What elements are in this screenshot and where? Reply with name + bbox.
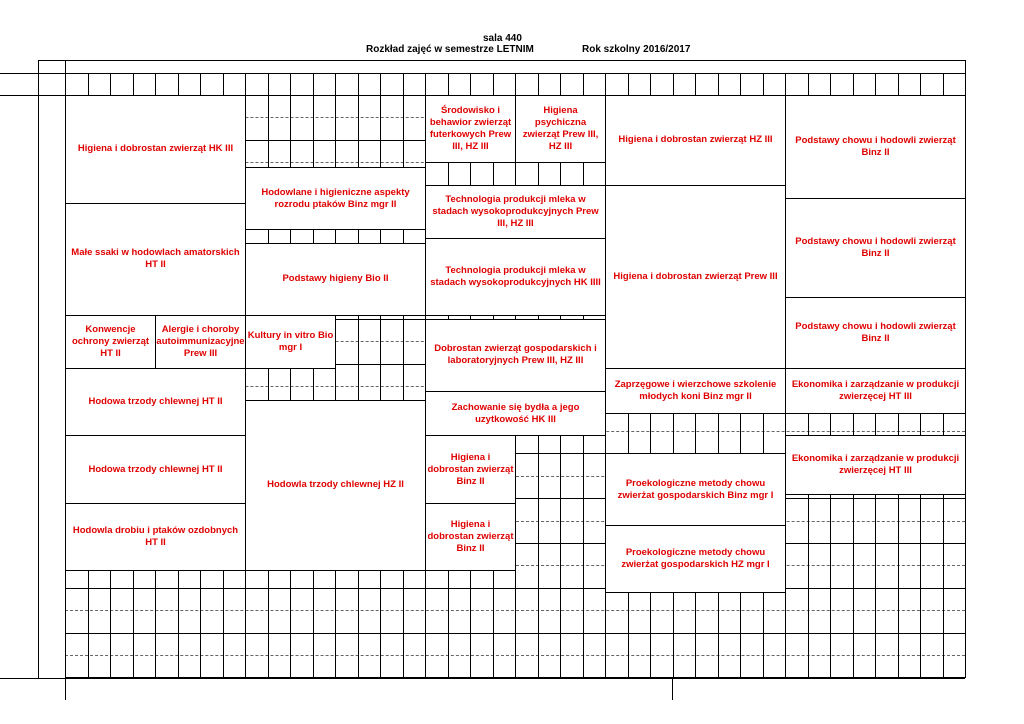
class-title: Technologia produkcji mleka w stadach wysokoprodukcyjnych HK IIII	[430, 264, 601, 288]
hour-number	[808, 76, 831, 93]
grid-line	[268, 73, 269, 678]
class-block	[65, 503, 246, 571]
hour-number	[380, 76, 403, 93]
time-slot-label	[38, 331, 65, 345]
hour-number	[763, 76, 786, 93]
hour-number	[695, 76, 718, 93]
hour-number	[313, 76, 336, 93]
class-block	[425, 435, 516, 503]
day-header	[605, 60, 785, 73]
class-block	[785, 368, 966, 414]
class-title: Małe ssaki w hodowlach amatorskich HT II	[71, 247, 240, 271]
class-title: Higiena i dobrostan zwierząt HZ III	[618, 134, 773, 146]
time-slot-label	[38, 376, 65, 390]
hour-number	[178, 76, 201, 93]
class-title: Konwencje ochrony zwierząt HT II	[71, 323, 150, 359]
time-slot-label	[38, 555, 65, 569]
hour-number	[223, 76, 246, 93]
hour-number	[650, 76, 673, 93]
class-title: Zachowanie się bydła a jego uzytkowość HK III	[451, 401, 580, 425]
class-title: Ekonomika i zarządzanie w produkcji zwierzęcej HT III	[791, 453, 960, 477]
class-title: Podstawy chowu i hodowli zwierząt Binz II	[795, 135, 956, 159]
class-title: Proekologiczne metody chowu zwierżat gospodarskich HZ mgr I	[621, 547, 770, 571]
class-title: Higiena psychiczna zwierząt Prew III, HZ III	[522, 105, 599, 153]
time-slot-label	[38, 421, 65, 435]
class-title: Hodowla trzody chlewnej HZ II	[267, 479, 404, 491]
class-title: Dobrostan zwierząt gospodarskich i laboratoryjnych Prew III, HZ III	[434, 343, 597, 367]
time-slot-label	[38, 152, 65, 166]
schedule-title: Rozkład zajęć w semestrze LETNIM	[366, 44, 534, 55]
class-title: Alergie i choroby autoimmunizacyjne Prew III	[156, 323, 245, 359]
hour-number	[133, 76, 156, 93]
hour-number	[628, 76, 651, 93]
time-slot-label	[38, 241, 65, 255]
time-slot-label	[38, 286, 65, 300]
class-block	[425, 185, 606, 240]
hour-number	[515, 76, 538, 93]
hour-number	[718, 76, 741, 93]
hour-number	[155, 76, 178, 93]
class-block	[245, 315, 336, 370]
room-label: sala 440	[483, 33, 522, 44]
class-title: Higiena i dobrostan zwierząt HK III	[77, 143, 234, 155]
class-block	[605, 453, 786, 526]
school-year: Rok szkolny 2016/2017	[582, 44, 691, 55]
hour-number	[785, 76, 808, 93]
class-block	[785, 297, 966, 370]
hour-number	[268, 76, 291, 93]
col-hours-label	[0, 60, 38, 73]
day-header	[65, 60, 245, 73]
hour-number	[830, 76, 853, 93]
class-title: Zaprzęgowe i wierzchowe szkolenie młodych koni Binz mgr II	[614, 379, 777, 403]
class-title: Podstawy chowu i hodowli zwierząt Binz II	[795, 320, 956, 344]
class-block	[245, 243, 426, 316]
hour-number	[448, 76, 471, 93]
class-block	[785, 198, 966, 298]
hour-number	[740, 76, 763, 93]
frame-line	[672, 678, 673, 700]
class-block	[425, 238, 606, 315]
grid-line	[290, 73, 291, 678]
col-range-label	[0, 75, 64, 93]
class-block	[605, 185, 786, 370]
hour-number	[943, 76, 966, 93]
class-block	[155, 315, 246, 370]
class-title: Podstawy higieny Bio II	[282, 273, 389, 285]
class-block	[65, 315, 156, 370]
class-block	[425, 319, 606, 392]
class-block	[425, 503, 516, 571]
class-title: Hodowlane i higieniczne aspekty rozrodu ptaków Binz mgr II	[261, 186, 410, 210]
class-block	[65, 95, 246, 204]
time-slot-label	[38, 510, 65, 524]
hour-number	[898, 76, 921, 93]
grid-line	[358, 73, 359, 678]
grid-line	[380, 73, 381, 678]
class-block	[785, 435, 966, 494]
class-block	[245, 400, 426, 571]
hour-number	[88, 76, 111, 93]
day-header	[245, 60, 425, 73]
hour-number	[200, 76, 223, 93]
hour-number	[403, 76, 426, 93]
class-title: Higiena i dobrostan zwierząt Binz II	[427, 518, 514, 554]
hour-number	[335, 76, 358, 93]
class-title: Higiena i dobrostan zwierząt Prew III	[613, 270, 778, 282]
hour-number	[673, 76, 696, 93]
class-block	[425, 391, 606, 437]
class-block	[245, 167, 426, 231]
hour-number	[470, 76, 493, 93]
hour-number	[605, 76, 628, 93]
class-title: Hodowa trzody chlewnej HT II	[88, 463, 223, 475]
hour-number	[560, 76, 583, 93]
grid-line	[0, 73, 965, 74]
day-header	[425, 60, 605, 73]
class-title: Technologia produkcji mleka w stadach wysokoprodukcyjnych Prew III, HZ III	[432, 193, 599, 229]
hour-number	[425, 76, 448, 93]
time-slot-label	[38, 600, 65, 614]
class-title: Środowisko i behawior zwierząt futerkowych Prew III, HZ III	[429, 105, 512, 153]
class-block	[605, 95, 786, 186]
class-block	[605, 525, 786, 593]
hour-number	[65, 76, 88, 93]
class-title: Proekologiczne metody chowu zwierżat gospodarskich Binz mgr I	[617, 477, 774, 501]
hour-number	[920, 76, 943, 93]
hour-number	[245, 76, 268, 93]
class-block	[515, 95, 606, 163]
class-block	[425, 95, 516, 163]
hour-number	[538, 76, 561, 93]
class-title: Hodowla drobiu i ptaków ozdobnych HT II	[72, 524, 239, 548]
time-slot-label	[38, 465, 65, 479]
hour-number	[110, 76, 133, 93]
hour-number	[358, 76, 381, 93]
hour-number	[853, 76, 876, 93]
frame-line	[965, 60, 966, 678]
class-title: Kultury in vitro Bio mgr I	[247, 329, 334, 353]
grid-line	[335, 73, 336, 678]
class-title: Podstawy chowu i hodowli zwierząt Binz II	[795, 235, 956, 259]
time-slot-label	[38, 197, 65, 211]
class-title: Ekonomika i zarządzanie w produkcji zwierzęcej HT III	[791, 379, 960, 403]
grid-line	[313, 73, 314, 678]
hour-number	[583, 76, 606, 93]
day-header	[785, 60, 965, 73]
class-block	[605, 368, 786, 414]
class-title: Hodowa trzody chlewnej HT II	[88, 396, 223, 408]
time-slot-label	[38, 645, 65, 659]
grid-line	[403, 73, 404, 678]
class-block	[65, 203, 246, 316]
class-title: Higiena i dobrostan zwierząt Binz II	[427, 451, 514, 487]
hour-number	[290, 76, 313, 93]
hour-number	[493, 76, 516, 93]
class-block	[65, 368, 246, 436]
grid-line	[0, 678, 965, 679]
hour-number	[875, 76, 898, 93]
class-block	[785, 95, 966, 199]
class-block	[65, 435, 246, 503]
time-slot-label	[38, 107, 65, 121]
